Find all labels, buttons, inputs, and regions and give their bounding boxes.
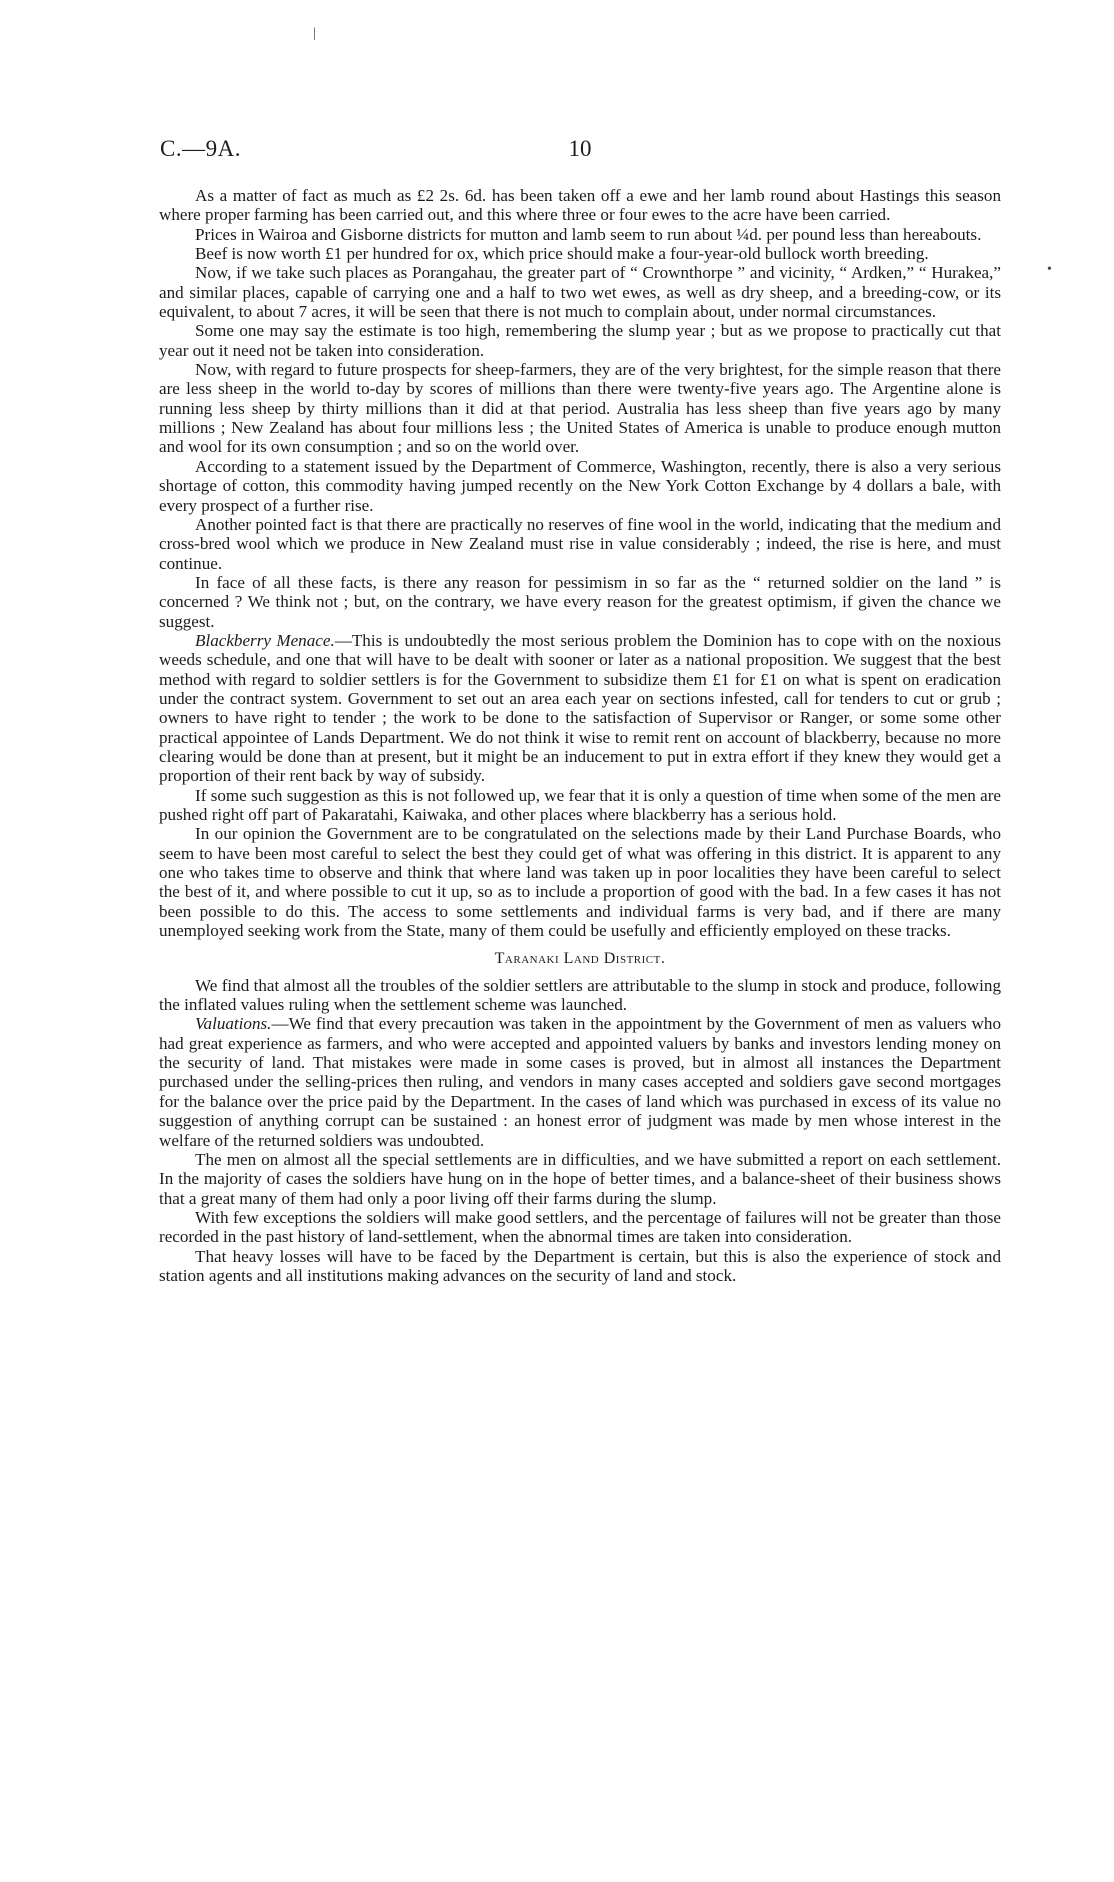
paragraph <box>159 786 1001 825</box>
scan-mark: • <box>1047 262 1052 277</box>
paragraphs-after-heading <box>159 976 1001 1286</box>
paragraph <box>159 515 1001 573</box>
page-header <box>160 136 1000 166</box>
paragraph-text: —This is undoubtedly the most serious problem the Dominion has to cope with on the noxious weeds schedule, and one that will have to be dealt with sooner or later as a national proposition. We suggest that the best method with regard to soldier settlers is for the Government to subsidize them £1 for £1 on what is spent on eradication under the contract system. Government to set out an area each year on sections infested, call for tenders to cut or grub ; owners to have right to tender ; the work to be done to the satisfaction of Supervisor or Ranger, or some some other practical appointee of Lands Department. We do not think it wise to remit rent on account of blackberry, because no more clearing would be done than at present, but it might be an inducement to put in extra effort if they knew they would get a proportion of their rent back by way of subsidy. <box>159 630 1002 786</box>
paragraph-text: According to a statement issued by the Department of Commerce, Washington, recently, there is also a very serious shortage of cotton, this commodity having jumped recently on the New York Cotton Exchange by 4 dollars a bale, with every prospect of a further rise. <box>159 456 1001 515</box>
paragraph-text: Some one may say the estimate is too high, remembering the slump year ; but as we propose to practically cut that year out it need not be taken into consideration. <box>159 321 1001 360</box>
document-reference: C.—9A. <box>160 136 241 161</box>
paragraph <box>159 321 1001 360</box>
paragraph <box>159 976 1001 1015</box>
paragraph <box>159 631 1001 786</box>
paragraph <box>159 263 1001 321</box>
section-heading: Taranaki Land District. <box>494 950 666 968</box>
paragraph <box>159 573 1001 631</box>
paragraph <box>159 1208 1001 1247</box>
paragraph-text: Beef is now worth £1 per hundred for ox, which price should make a four-year-old bullock worth breeding. <box>195 244 929 264</box>
paragraph <box>159 186 1001 225</box>
paragraph-text: As a matter of fact as much as £2 2s. 6d. has been taken off a ewe and her lamb round about Hastings this season where proper farming has been carried out, and this where three or four ewes to the acre have been carried. <box>159 186 1001 225</box>
paragraph <box>159 1014 1001 1149</box>
paragraph-lead: Valuations. <box>195 1014 272 1034</box>
paragraph-text: If some such suggestion as this is not followed up, we fear that it is only a question of time when some of the men are pushed right off part of Pakaratahi, Kaiwaka, and other places where blackberry has a serious hold. <box>159 785 1001 824</box>
paragraph-text: In face of all these facts, is there any reason for pessimism in so far as the “ returned soldier on the land ” is concerned ? We think not ; but, on the contrary, we have every reason for the greatest optimism, if given the chance we suggest. <box>159 572 1001 631</box>
paragraph-text: Prices in Wairoa and Gisborne districts for mutton and lamb seem to run about ¼d. per pound less than hereabouts. <box>195 224 982 244</box>
paragraph-lead: Blackberry Menace. <box>195 630 335 650</box>
paragraph <box>159 225 1001 244</box>
paragraph-text: In our opinion the Government are to be congratulated on the selections made by their Land Purchase Boards, who seem to have been most careful to select the best they could get of what was offering in this district. It is apparent to any one who takes time to observe and think that where land was taken up in poor localities they have been careful to select the best of it, and where possible to cut it up, so as to include a proportion of good with the bad. In a few cases it has not been possible to do this. The access to some settlements and individual farms is very bad, and if there are many unemployed seeking work from the State, many of them could be usefully and efficiently employed on these tracks. <box>159 824 1001 941</box>
body-text <box>159 186 1001 1285</box>
page-number: 10 <box>568 136 592 161</box>
paragraph <box>159 457 1001 515</box>
paragraph-text: —We find that every precaution was taken in the appointment by the Government of men as valuers who had great experience as farmers, and who were accepted and appointed valuers by banks and investors lending money on the security of land. That mistakes were made in some cases is proved, but in almost all instances the Department purchased under the selling-prices then ruling, and vendors in many cases accepted and soldiers gave second mortgages for the balance over the price paid by the Department. In the cases of land which was purchased in excess of its value no suggestion of anything corrupt can be sustained : an honest error of judgment was made by men whose interest in the welfare of the returned soldiers was undoubted. <box>159 1014 1001 1150</box>
paragraph-text: The men on almost all the special settlements are in difficulties, and we have submitted a report on each settlement. In the majority of cases the soldiers have hung on in the hope of better times, and a balance-sheet of their business shows that a great many of them had only a poor living off their farms during the slump. <box>159 1149 1001 1208</box>
paragraph <box>159 1150 1001 1208</box>
paragraphs-before-heading <box>159 186 1001 940</box>
paragraph-text: That heavy losses will have to be faced by the Department is certain, but this is also the experience of stock and station agents and all institutions making advances on the security of land and stock. <box>159 1246 1001 1285</box>
paragraph <box>159 244 1001 263</box>
paragraph-text: We find that almost all the troubles of the soldier settlers are attributable to the slump in stock and produce, following the inflated values ruling when the settlement scheme was launched. <box>159 975 1001 1015</box>
scan-mark: | <box>313 26 316 41</box>
paragraph <box>159 1247 1001 1286</box>
paragraph-text: Now, if we take such places as Porangahau, the greater part of “ Crownthorpe ” and vicinity, “ Ardken,” “ Hurakea,” and similar places, capable of carrying one and a half to two wet ewes, as well as dry sheep, and a breeding-cow, or its equivalent, to about 7 acres, it will be seen that there is not much to complain about, under normal circumstances. <box>159 263 1001 322</box>
paragraph-text: Another pointed fact is that there are practically no reserves of fine wool in the world, indicating that the medium and cross-bred wool which we produce in New Zealand must rise in value considerably ; indeed, the rise is here, and must continue. <box>159 514 1001 573</box>
paragraph <box>159 824 1001 940</box>
paragraph-text: With few exceptions the soldiers will make good settlers, and the percentage of failures will not be greater than those recorded in the past history of land-settlement, when the abnormal times are taken into consideration. <box>159 1207 1001 1247</box>
paragraph-text: Now, with regard to future prospects for sheep-farmers, they are of the very brightest, for the simple reason that there are less sheep in the world to-day by scores of millions than there were twenty-five years ago. The Argentine alone is running less sheep by thirty millions than it did at that period. Australia has less sheep than five years ago by many millions ; New Zealand has about four millions less ; the United States of America is unable to produce enough mutton and wool for its own consumption ; and so on the world over. <box>159 360 1001 457</box>
paragraph <box>159 360 1001 457</box>
